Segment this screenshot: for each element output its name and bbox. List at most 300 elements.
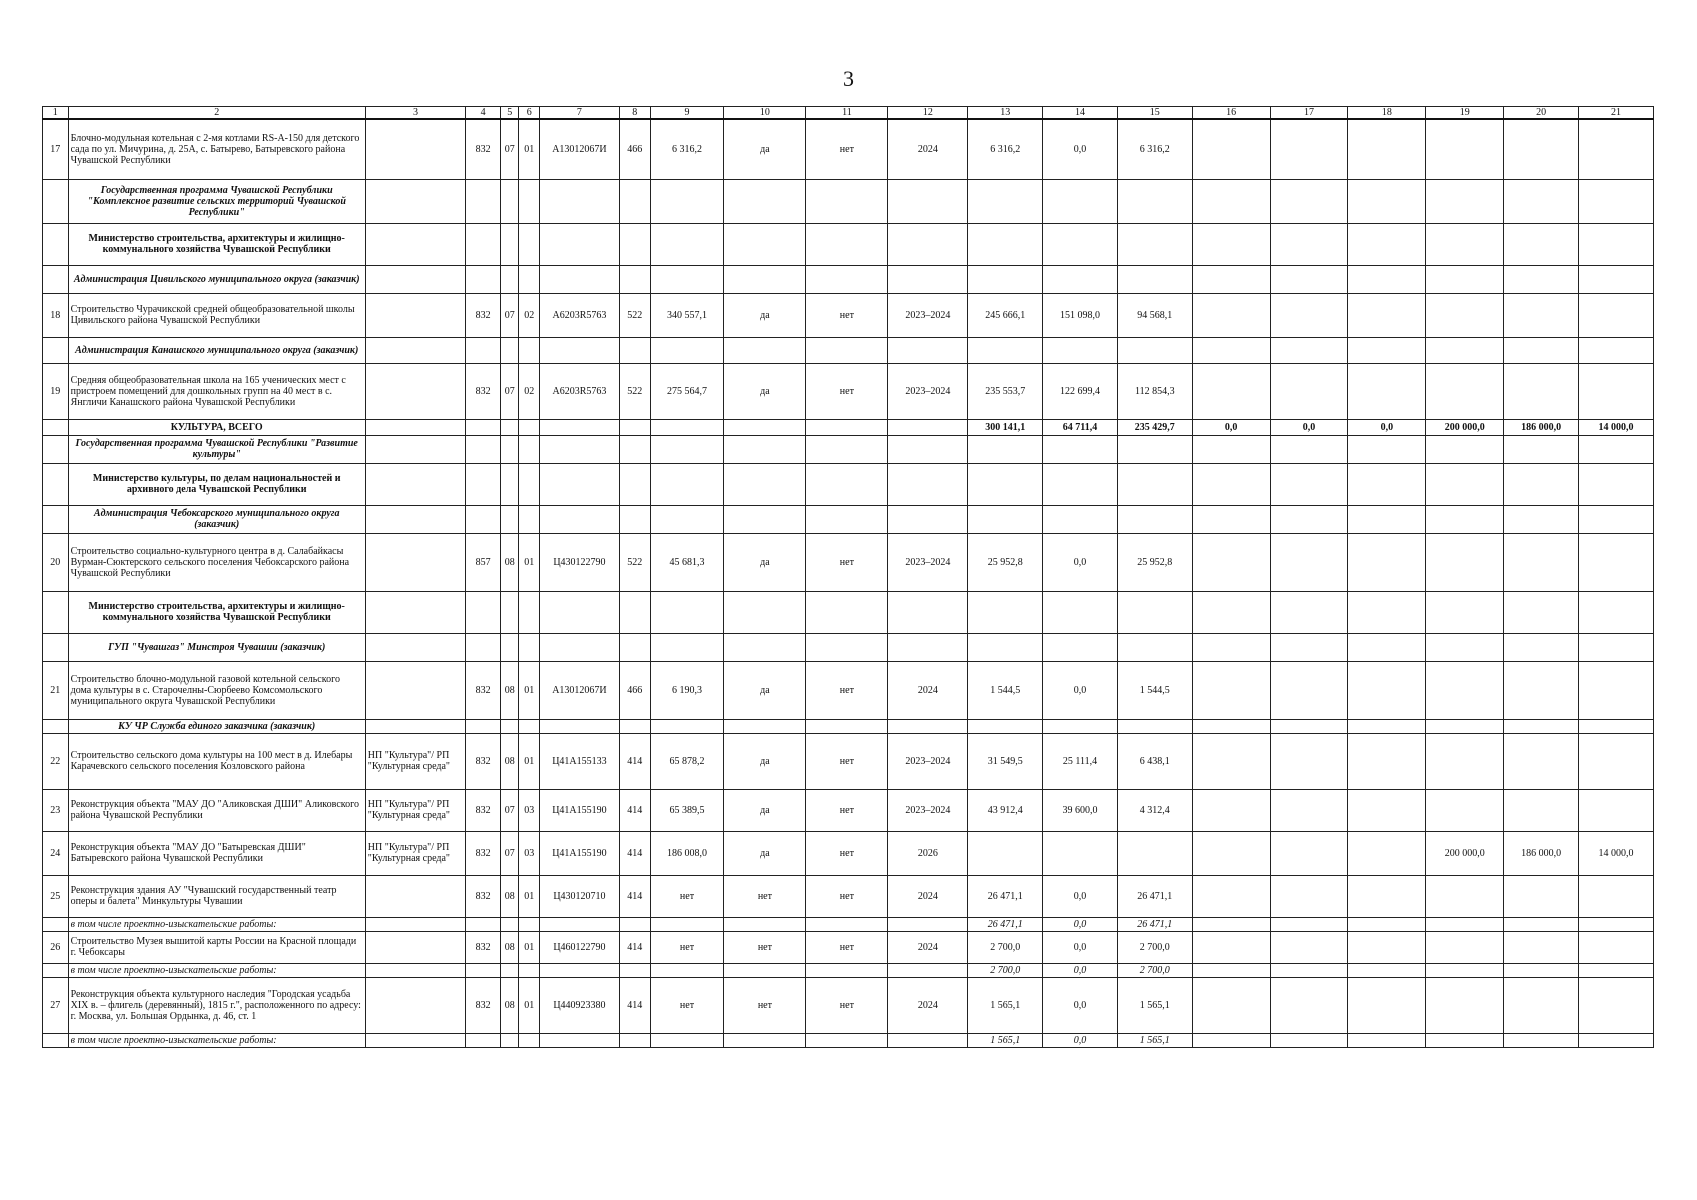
value-cell-col-12: 2024 bbox=[888, 931, 968, 963]
value-cell-col-8 bbox=[619, 963, 650, 977]
program-cell bbox=[365, 533, 465, 591]
value-cell-col-17 bbox=[1270, 1033, 1348, 1047]
value-cell-col-19 bbox=[1426, 265, 1504, 293]
value-cell-col-19 bbox=[1426, 179, 1504, 223]
value-cell-col-14: 25 111,4 bbox=[1043, 733, 1118, 789]
value-cell-col-16 bbox=[1192, 931, 1270, 963]
value-cell-col-15: 26 471,1 bbox=[1117, 917, 1192, 931]
value-cell-col-11: нет bbox=[806, 875, 888, 917]
value-cell-col-9 bbox=[650, 265, 724, 293]
value-cell-col-17 bbox=[1270, 533, 1348, 591]
value-cell-col-20 bbox=[1504, 363, 1579, 419]
value-cell-col-10 bbox=[724, 265, 806, 293]
value-cell-col-5 bbox=[501, 435, 519, 463]
value-cell-col-11: нет bbox=[806, 119, 888, 179]
value-cell-col-12: 2024 bbox=[888, 977, 968, 1033]
value-cell-col-21 bbox=[1578, 119, 1653, 179]
value-cell-col-5: 08 bbox=[501, 733, 519, 789]
value-cell-col-20 bbox=[1504, 789, 1579, 831]
value-cell-col-4 bbox=[466, 463, 501, 505]
value-cell-col-13 bbox=[968, 337, 1043, 363]
value-cell-col-4 bbox=[466, 591, 501, 633]
row-number-cell: 17 bbox=[43, 119, 69, 179]
value-cell-col-10 bbox=[724, 917, 806, 931]
value-cell-col-21 bbox=[1578, 977, 1653, 1033]
value-cell-col-12: 2023–2024 bbox=[888, 363, 968, 419]
value-cell-col-18 bbox=[1348, 917, 1426, 931]
value-cell-col-10: да bbox=[724, 733, 806, 789]
value-cell-col-20 bbox=[1504, 917, 1579, 931]
value-cell-col-9: 6 316,2 bbox=[650, 119, 724, 179]
value-cell-col-21 bbox=[1578, 1033, 1653, 1047]
value-cell-col-13: 25 952,8 bbox=[968, 533, 1043, 591]
value-cell-col-11: нет bbox=[806, 661, 888, 719]
value-cell-col-15: 1 544,5 bbox=[1117, 661, 1192, 719]
value-cell-col-16 bbox=[1192, 789, 1270, 831]
value-cell-col-19 bbox=[1426, 661, 1504, 719]
value-cell-col-10 bbox=[724, 963, 806, 977]
object-name-cell: Администрация Цивильского муниципального округа (заказчик) bbox=[68, 265, 365, 293]
value-cell-col-18 bbox=[1348, 633, 1426, 661]
value-cell-col-15: 26 471,1 bbox=[1117, 875, 1192, 917]
value-cell-col-9 bbox=[650, 419, 724, 435]
value-cell-col-13 bbox=[968, 831, 1043, 875]
value-cell-col-20 bbox=[1504, 435, 1579, 463]
object-name-cell: Администрация Канашского муниципального округа (заказчик) bbox=[68, 337, 365, 363]
object-name-cell: Реконструкция объекта культурного наследия "Городская усадьба XIX в. – флигель (деревянный), 1815 г.", расположенного по адресу: г. Москва, ул. Большая Ордынка, д. 46, ст. 1 bbox=[68, 977, 365, 1033]
value-cell-col-7 bbox=[539, 719, 619, 733]
value-cell-col-18 bbox=[1348, 223, 1426, 265]
value-cell-col-8 bbox=[619, 719, 650, 733]
value-cell-col-4: 832 bbox=[466, 789, 501, 831]
object-name-cell: Администрация Чебоксарского муниципального округа (заказчик) bbox=[68, 505, 365, 533]
value-cell-col-13 bbox=[968, 633, 1043, 661]
program-cell bbox=[365, 435, 465, 463]
value-cell-col-8: 522 bbox=[619, 363, 650, 419]
value-cell-col-9 bbox=[650, 179, 724, 223]
value-cell-col-5 bbox=[501, 719, 519, 733]
program-cell bbox=[365, 419, 465, 435]
value-cell-col-20 bbox=[1504, 977, 1579, 1033]
value-cell-col-4 bbox=[466, 1033, 501, 1047]
value-cell-col-14 bbox=[1043, 591, 1118, 633]
value-cell-col-9 bbox=[650, 591, 724, 633]
value-cell-col-5: 07 bbox=[501, 831, 519, 875]
value-cell-col-17 bbox=[1270, 265, 1348, 293]
value-cell-col-15: 2 700,0 bbox=[1117, 963, 1192, 977]
row-number-cell: 27 bbox=[43, 977, 69, 1033]
value-cell-col-10 bbox=[724, 435, 806, 463]
value-cell-col-21 bbox=[1578, 633, 1653, 661]
value-cell-col-16: 0,0 bbox=[1192, 419, 1270, 435]
table-row bbox=[43, 875, 1654, 917]
column-number-19: 19 bbox=[1426, 107, 1504, 120]
value-cell-col-6: 01 bbox=[519, 661, 539, 719]
value-cell-col-21 bbox=[1578, 463, 1653, 505]
value-cell-col-12: 2023–2024 bbox=[888, 789, 968, 831]
value-cell-col-19 bbox=[1426, 363, 1504, 419]
value-cell-col-7 bbox=[539, 633, 619, 661]
value-cell-col-14 bbox=[1043, 719, 1118, 733]
value-cell-col-15 bbox=[1117, 591, 1192, 633]
value-cell-col-11 bbox=[806, 223, 888, 265]
value-cell-col-14: 0,0 bbox=[1043, 963, 1118, 977]
value-cell-col-15 bbox=[1117, 223, 1192, 265]
row-number-cell bbox=[43, 179, 69, 223]
program-cell bbox=[365, 977, 465, 1033]
value-cell-col-7 bbox=[539, 419, 619, 435]
value-cell-col-19 bbox=[1426, 533, 1504, 591]
value-cell-col-12 bbox=[888, 1033, 968, 1047]
value-cell-col-16 bbox=[1192, 831, 1270, 875]
column-number-1: 1 bbox=[43, 107, 69, 120]
column-number-14: 14 bbox=[1043, 107, 1118, 120]
value-cell-col-21 bbox=[1578, 931, 1653, 963]
value-cell-col-18 bbox=[1348, 265, 1426, 293]
value-cell-col-8 bbox=[619, 463, 650, 505]
value-cell-col-14: 0,0 bbox=[1043, 119, 1118, 179]
row-number-cell: 25 bbox=[43, 875, 69, 917]
value-cell-col-14 bbox=[1043, 179, 1118, 223]
value-cell-col-15 bbox=[1117, 719, 1192, 733]
value-cell-col-21 bbox=[1578, 661, 1653, 719]
value-cell-col-20 bbox=[1504, 661, 1579, 719]
value-cell-col-9: нет bbox=[650, 875, 724, 917]
row-number-cell bbox=[43, 917, 69, 931]
value-cell-col-9 bbox=[650, 633, 724, 661]
value-cell-col-19 bbox=[1426, 963, 1504, 977]
value-cell-col-15: 1 565,1 bbox=[1117, 977, 1192, 1033]
value-cell-col-6: 01 bbox=[519, 977, 539, 1033]
value-cell-col-7: Ц430122790 bbox=[539, 533, 619, 591]
value-cell-col-8: 414 bbox=[619, 931, 650, 963]
design-work-row bbox=[43, 963, 1654, 977]
object-name-cell: Строительство Музея вышитой карты России на Красной площади г. Чебоксары bbox=[68, 931, 365, 963]
program-cell bbox=[365, 463, 465, 505]
value-cell-col-8 bbox=[619, 337, 650, 363]
value-cell-col-11 bbox=[806, 963, 888, 977]
value-cell-col-7 bbox=[539, 917, 619, 931]
value-cell-col-4 bbox=[466, 179, 501, 223]
column-number-6: 6 bbox=[519, 107, 539, 120]
value-cell-col-6: 01 bbox=[519, 119, 539, 179]
value-cell-col-9 bbox=[650, 337, 724, 363]
value-cell-col-8 bbox=[619, 591, 650, 633]
value-cell-col-14 bbox=[1043, 435, 1118, 463]
value-cell-col-10: нет bbox=[724, 977, 806, 1033]
section-heading-row bbox=[43, 633, 1654, 661]
value-cell-col-14 bbox=[1043, 831, 1118, 875]
value-cell-col-13: 300 141,1 bbox=[968, 419, 1043, 435]
section-heading-row bbox=[43, 435, 1654, 463]
value-cell-col-6 bbox=[519, 179, 539, 223]
column-number-11: 11 bbox=[806, 107, 888, 120]
value-cell-col-8 bbox=[619, 505, 650, 533]
value-cell-col-6: 02 bbox=[519, 293, 539, 337]
table-row bbox=[43, 661, 1654, 719]
value-cell-col-7 bbox=[539, 337, 619, 363]
value-cell-col-14 bbox=[1043, 223, 1118, 265]
value-cell-col-18 bbox=[1348, 963, 1426, 977]
value-cell-col-14 bbox=[1043, 337, 1118, 363]
column-number-18: 18 bbox=[1348, 107, 1426, 120]
object-name-cell: в том числе проектно-изыскательские работы: bbox=[68, 1033, 365, 1047]
value-cell-col-16 bbox=[1192, 963, 1270, 977]
value-cell-col-8 bbox=[619, 633, 650, 661]
value-cell-col-11: нет bbox=[806, 293, 888, 337]
value-cell-col-7 bbox=[539, 463, 619, 505]
value-cell-col-21 bbox=[1578, 875, 1653, 917]
value-cell-col-7: Ц430120710 bbox=[539, 875, 619, 917]
value-cell-col-11: нет bbox=[806, 533, 888, 591]
budget-table bbox=[42, 106, 1654, 1048]
value-cell-col-20 bbox=[1504, 223, 1579, 265]
value-cell-col-21 bbox=[1578, 789, 1653, 831]
value-cell-col-8: 522 bbox=[619, 533, 650, 591]
value-cell-col-7 bbox=[539, 591, 619, 633]
value-cell-col-8: 414 bbox=[619, 831, 650, 875]
value-cell-col-4: 832 bbox=[466, 119, 501, 179]
value-cell-col-10: да bbox=[724, 363, 806, 419]
value-cell-col-20 bbox=[1504, 733, 1579, 789]
value-cell-col-10: да bbox=[724, 119, 806, 179]
value-cell-col-11 bbox=[806, 1033, 888, 1047]
value-cell-col-8: 414 bbox=[619, 977, 650, 1033]
row-number-cell bbox=[43, 435, 69, 463]
program-cell bbox=[365, 119, 465, 179]
program-cell bbox=[365, 265, 465, 293]
value-cell-col-15: 2 700,0 bbox=[1117, 931, 1192, 963]
table-row bbox=[43, 789, 1654, 831]
column-number-12: 12 bbox=[888, 107, 968, 120]
value-cell-col-11 bbox=[806, 463, 888, 505]
value-cell-col-11 bbox=[806, 719, 888, 733]
value-cell-col-7: Ц440923380 bbox=[539, 977, 619, 1033]
value-cell-col-21 bbox=[1578, 179, 1653, 223]
value-cell-col-12 bbox=[888, 419, 968, 435]
value-cell-col-14: 151 098,0 bbox=[1043, 293, 1118, 337]
value-cell-col-6: 01 bbox=[519, 533, 539, 591]
value-cell-col-15: 6 438,1 bbox=[1117, 733, 1192, 789]
value-cell-col-16 bbox=[1192, 435, 1270, 463]
value-cell-col-13 bbox=[968, 591, 1043, 633]
value-cell-col-6 bbox=[519, 1033, 539, 1047]
value-cell-col-17 bbox=[1270, 719, 1348, 733]
value-cell-col-20 bbox=[1504, 533, 1579, 591]
value-cell-col-12 bbox=[888, 591, 968, 633]
value-cell-col-17 bbox=[1270, 789, 1348, 831]
value-cell-col-17 bbox=[1270, 661, 1348, 719]
value-cell-col-19 bbox=[1426, 463, 1504, 505]
value-cell-col-20 bbox=[1504, 463, 1579, 505]
value-cell-col-7: Ц41А155190 bbox=[539, 831, 619, 875]
value-cell-col-5 bbox=[501, 1033, 519, 1047]
value-cell-col-10: да bbox=[724, 533, 806, 591]
value-cell-col-7 bbox=[539, 179, 619, 223]
value-cell-col-21 bbox=[1578, 435, 1653, 463]
value-cell-col-14: 0,0 bbox=[1043, 1033, 1118, 1047]
value-cell-col-11 bbox=[806, 435, 888, 463]
row-number-cell bbox=[43, 505, 69, 533]
value-cell-col-9: 6 190,3 bbox=[650, 661, 724, 719]
value-cell-col-13: 43 912,4 bbox=[968, 789, 1043, 831]
row-number-cell bbox=[43, 963, 69, 977]
value-cell-col-17 bbox=[1270, 505, 1348, 533]
value-cell-col-6: 01 bbox=[519, 875, 539, 917]
value-cell-col-6: 03 bbox=[519, 789, 539, 831]
value-cell-col-10: нет bbox=[724, 931, 806, 963]
value-cell-col-11 bbox=[806, 591, 888, 633]
value-cell-col-10 bbox=[724, 179, 806, 223]
value-cell-col-17 bbox=[1270, 917, 1348, 931]
value-cell-col-11 bbox=[806, 337, 888, 363]
value-cell-col-6 bbox=[519, 337, 539, 363]
value-cell-col-13 bbox=[968, 719, 1043, 733]
value-cell-col-9 bbox=[650, 223, 724, 265]
value-cell-col-20: 186 000,0 bbox=[1504, 831, 1579, 875]
value-cell-col-13 bbox=[968, 223, 1043, 265]
value-cell-col-17 bbox=[1270, 463, 1348, 505]
value-cell-col-5 bbox=[501, 179, 519, 223]
value-cell-col-18 bbox=[1348, 1033, 1426, 1047]
value-cell-col-9 bbox=[650, 1033, 724, 1047]
object-name-cell: Министерство культуры, по делам национальностей и архивного дела Чувашской Республики bbox=[68, 463, 365, 505]
value-cell-col-4: 857 bbox=[466, 533, 501, 591]
value-cell-col-10 bbox=[724, 1033, 806, 1047]
value-cell-col-20 bbox=[1504, 875, 1579, 917]
value-cell-col-16 bbox=[1192, 917, 1270, 931]
value-cell-col-11: нет bbox=[806, 733, 888, 789]
value-cell-col-10 bbox=[724, 633, 806, 661]
row-number-cell bbox=[43, 265, 69, 293]
object-name-cell: Средняя общеобразовательная школа на 165 ученических мест с пристроем помещений для дошкольных групп на 40 мест в с. Янгличи Канашского района Чувашской Республики bbox=[68, 363, 365, 419]
value-cell-col-5 bbox=[501, 337, 519, 363]
value-cell-col-4 bbox=[466, 633, 501, 661]
object-name-cell: в том числе проектно-изыскательские работы: bbox=[68, 963, 365, 977]
value-cell-col-20 bbox=[1504, 633, 1579, 661]
value-cell-col-20 bbox=[1504, 337, 1579, 363]
value-cell-col-12 bbox=[888, 505, 968, 533]
program-cell bbox=[365, 661, 465, 719]
value-cell-col-16 bbox=[1192, 119, 1270, 179]
value-cell-col-10: да bbox=[724, 661, 806, 719]
value-cell-col-5 bbox=[501, 917, 519, 931]
object-name-cell: Строительство Чурачикской средней общеобразовательной школы Цивильского района Чувашской Республики bbox=[68, 293, 365, 337]
value-cell-col-15 bbox=[1117, 265, 1192, 293]
column-number-8: 8 bbox=[619, 107, 650, 120]
value-cell-col-21 bbox=[1578, 733, 1653, 789]
program-cell bbox=[365, 337, 465, 363]
program-cell bbox=[365, 363, 465, 419]
value-cell-col-10: да bbox=[724, 293, 806, 337]
column-number-row bbox=[43, 107, 1654, 120]
value-cell-col-5 bbox=[501, 963, 519, 977]
value-cell-col-7: А6203R5763 bbox=[539, 293, 619, 337]
value-cell-col-12: 2023–2024 bbox=[888, 533, 968, 591]
value-cell-col-15 bbox=[1117, 337, 1192, 363]
value-cell-col-11: нет bbox=[806, 977, 888, 1033]
value-cell-col-6 bbox=[519, 435, 539, 463]
value-cell-col-9: 65 878,2 bbox=[650, 733, 724, 789]
value-cell-col-9 bbox=[650, 463, 724, 505]
value-cell-col-13: 6 316,2 bbox=[968, 119, 1043, 179]
value-cell-col-16 bbox=[1192, 661, 1270, 719]
value-cell-col-14: 0,0 bbox=[1043, 875, 1118, 917]
row-number-cell bbox=[43, 633, 69, 661]
program-cell bbox=[365, 293, 465, 337]
row-number-cell: 20 bbox=[43, 533, 69, 591]
value-cell-col-8 bbox=[619, 435, 650, 463]
value-cell-col-21: 14 000,0 bbox=[1578, 831, 1653, 875]
value-cell-col-7: А13012067И bbox=[539, 119, 619, 179]
value-cell-col-19 bbox=[1426, 733, 1504, 789]
value-cell-col-11 bbox=[806, 419, 888, 435]
value-cell-col-8 bbox=[619, 265, 650, 293]
value-cell-col-21 bbox=[1578, 591, 1653, 633]
value-cell-col-18 bbox=[1348, 931, 1426, 963]
table-header bbox=[43, 107, 1654, 120]
value-cell-col-16 bbox=[1192, 293, 1270, 337]
row-number-cell bbox=[43, 591, 69, 633]
value-cell-col-18: 0,0 bbox=[1348, 419, 1426, 435]
row-number-cell: 21 bbox=[43, 661, 69, 719]
value-cell-col-16 bbox=[1192, 591, 1270, 633]
column-number-5: 5 bbox=[501, 107, 519, 120]
program-cell bbox=[365, 719, 465, 733]
program-cell bbox=[365, 179, 465, 223]
value-cell-col-20 bbox=[1504, 293, 1579, 337]
value-cell-col-4 bbox=[466, 435, 501, 463]
row-number-cell: 26 bbox=[43, 931, 69, 963]
value-cell-col-6 bbox=[519, 505, 539, 533]
value-cell-col-9 bbox=[650, 719, 724, 733]
value-cell-col-13: 31 549,5 bbox=[968, 733, 1043, 789]
value-cell-col-18 bbox=[1348, 293, 1426, 337]
section-heading-row bbox=[43, 179, 1654, 223]
object-name-cell: Государственная программа Чувашской Республики "Развитие культуры" bbox=[68, 435, 365, 463]
value-cell-col-21 bbox=[1578, 917, 1653, 931]
table-row bbox=[43, 533, 1654, 591]
value-cell-col-10 bbox=[724, 591, 806, 633]
value-cell-col-19 bbox=[1426, 337, 1504, 363]
value-cell-col-19 bbox=[1426, 591, 1504, 633]
value-cell-col-15 bbox=[1117, 463, 1192, 505]
value-cell-col-18 bbox=[1348, 831, 1426, 875]
value-cell-col-20 bbox=[1504, 931, 1579, 963]
row-number-cell: 22 bbox=[43, 733, 69, 789]
value-cell-col-19 bbox=[1426, 293, 1504, 337]
row-number-cell bbox=[43, 1033, 69, 1047]
value-cell-col-17 bbox=[1270, 633, 1348, 661]
column-number-21: 21 bbox=[1578, 107, 1653, 120]
object-name-cell: Реконструкция здания АУ "Чувашский государственный театр оперы и балета" Минкультуры Чувашии bbox=[68, 875, 365, 917]
object-name-cell: КУЛЬТУРА, ВСЕГО bbox=[68, 419, 365, 435]
row-number-cell bbox=[43, 719, 69, 733]
value-cell-col-13 bbox=[968, 265, 1043, 293]
value-cell-col-15: 6 316,2 bbox=[1117, 119, 1192, 179]
value-cell-col-20 bbox=[1504, 119, 1579, 179]
value-cell-col-5: 08 bbox=[501, 931, 519, 963]
program-cell bbox=[365, 931, 465, 963]
value-cell-col-12: 2024 bbox=[888, 661, 968, 719]
value-cell-col-9: нет bbox=[650, 931, 724, 963]
value-cell-col-10: нет bbox=[724, 875, 806, 917]
value-cell-col-17 bbox=[1270, 733, 1348, 789]
section-heading-row bbox=[43, 505, 1654, 533]
value-cell-col-10 bbox=[724, 719, 806, 733]
table-row bbox=[43, 293, 1654, 337]
value-cell-col-13: 245 666,1 bbox=[968, 293, 1043, 337]
